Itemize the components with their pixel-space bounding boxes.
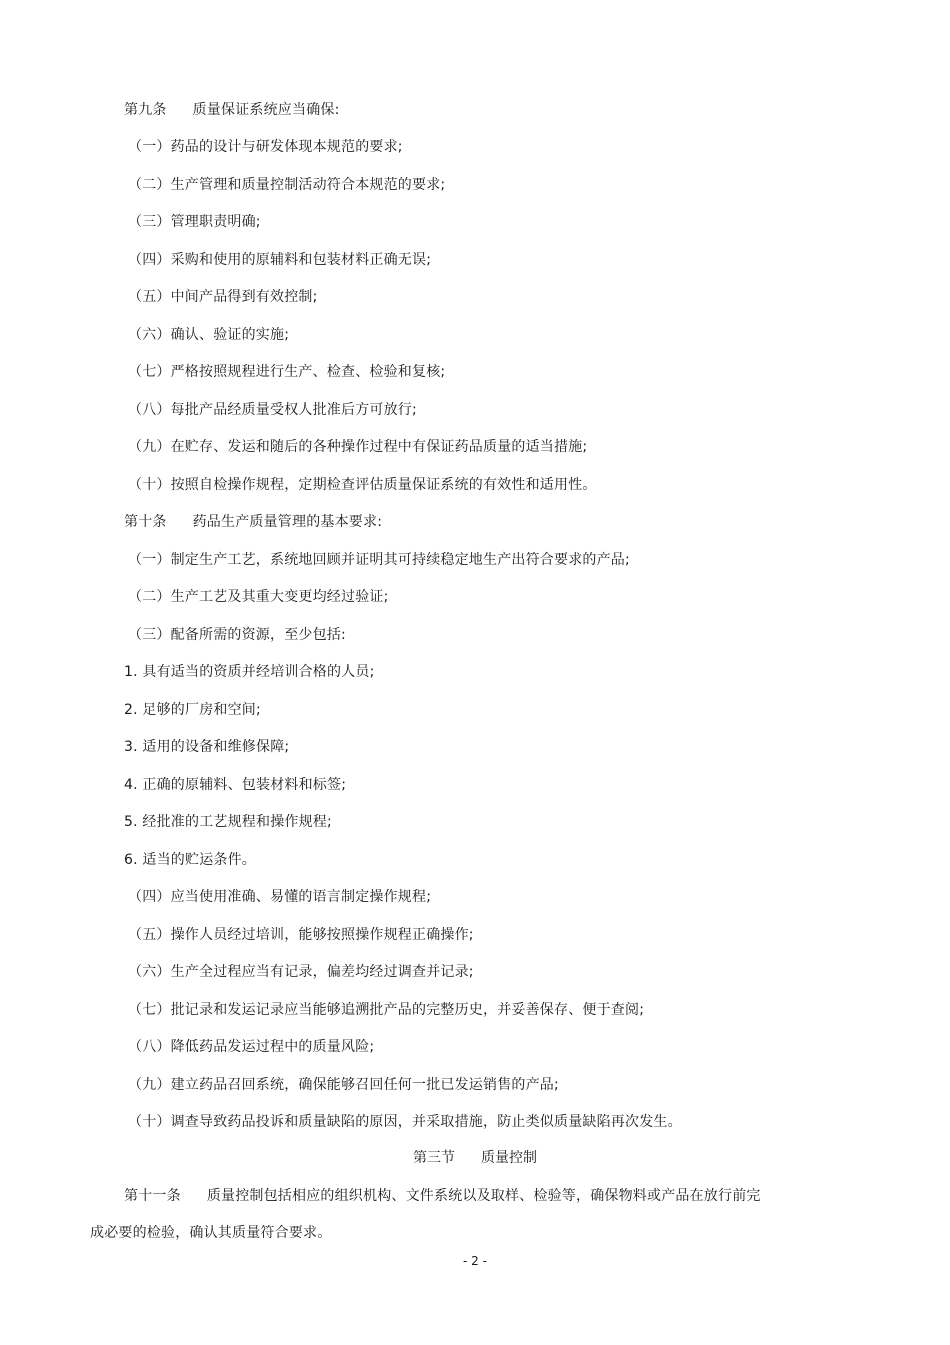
article-9-item-5: （五）中间产品得到有效控制; (128, 289, 318, 305)
article-10-subitem-2: 2. 足够的厂房和空间; (124, 702, 261, 718)
article-10-subitem-6: 6. 适当的贮运条件。 (124, 852, 257, 868)
article-9-item-4: （四）采购和使用的原辅料和包装材料正确无误; (128, 252, 432, 268)
article-9-label: 第九条 (124, 102, 167, 118)
article-9-item-8: （八）每批产品经质量受权人批准后方可放行; (128, 402, 417, 418)
section-3-label: 第三节 (413, 1150, 455, 1166)
article-9-item-7: （七）严格按照规程进行生产、检查、检验和复核; (128, 364, 446, 380)
article-10-item-5: （五）操作人员经过培训，能够按照操作规程正确操作; (128, 927, 474, 943)
article-9-title: 质量保证系统应当确保: (192, 102, 340, 118)
article-11-text-1: 质量控制包括相应的组织机构、文件系统以及取样、检验等，确保物料或产品在放行前完 (206, 1188, 761, 1204)
article-10-title: 药品生产质量管理的基本要求: (192, 514, 383, 530)
article-9-item-3: （三）管理职责明确; (128, 214, 261, 230)
section-3-name: 质量控制 (481, 1150, 537, 1166)
article-9-heading (124, 101, 340, 119)
article-10-item-4: （四）应当使用准确、易懂的语言制定操作规程; (128, 889, 432, 905)
section-3-title (0, 1149, 950, 1167)
article-9-item-6: （六）确认、验证的实施; (128, 327, 290, 343)
article-10-subitem-1: 1. 具有适当的资质并经培训合格的人员; (124, 664, 375, 680)
article-10-label: 第十条 (124, 514, 167, 530)
article-10-item-3: （三）配备所需的资源，至少包括: (128, 627, 346, 643)
article-11-label: 第十一条 (124, 1188, 181, 1204)
article-10-item-1: （一）制定生产工艺，系统地回顾并证明其可持续稳定地生产出符合要求的产品; (128, 552, 630, 568)
article-11-line-2: 成必要的检验，确认其质量符合要求。 (90, 1225, 332, 1241)
article-10-item-10: （十）调查导致药品投诉和质量缺陷的原因，并采取措施，防止类似质量缺陷再次发生。 (128, 1114, 682, 1130)
article-10-item-8: （八）降低药品发运过程中的质量风险; (128, 1039, 375, 1055)
article-11-line-1 (124, 1187, 761, 1205)
article-10-subitem-3: 3. 适用的设备和维修保障; (124, 739, 290, 755)
article-10-heading (124, 513, 382, 531)
page-number: - 2 - (463, 1254, 487, 1268)
article-10-item-9: （九）建立药品召回系统，确保能够召回任何一批已发运销售的产品; (128, 1077, 559, 1093)
article-10-item-7: （七）批记录和发运记录应当能够追溯批产品的完整历史，并妥善保存、便于查阅; (128, 1002, 645, 1018)
article-10-subitem-4: 4. 正确的原辅料、包装材料和标签; (124, 777, 347, 793)
article-9-item-1: （一）药品的设计与研发体现本规范的要求; (128, 139, 403, 155)
article-10-subitem-5: 5. 经批准的工艺规程和操作规程; (124, 814, 332, 830)
article-10-item-6: （六）生产全过程应当有记录，偏差均经过调查并记录; (128, 964, 474, 980)
article-9-item-9: （九）在贮存、发运和随后的各种操作过程中有保证药品质量的适当措施; (128, 439, 588, 455)
article-9-item-10: （十）按照自检操作规程，定期检查评估质量保证系统的有效性和适用性。 (128, 477, 597, 493)
article-9-item-2: （二）生产管理和质量控制活动符合本规范的要求; (128, 177, 446, 193)
article-10-item-2: （二）生产工艺及其重大变更均经过验证; (128, 589, 389, 605)
